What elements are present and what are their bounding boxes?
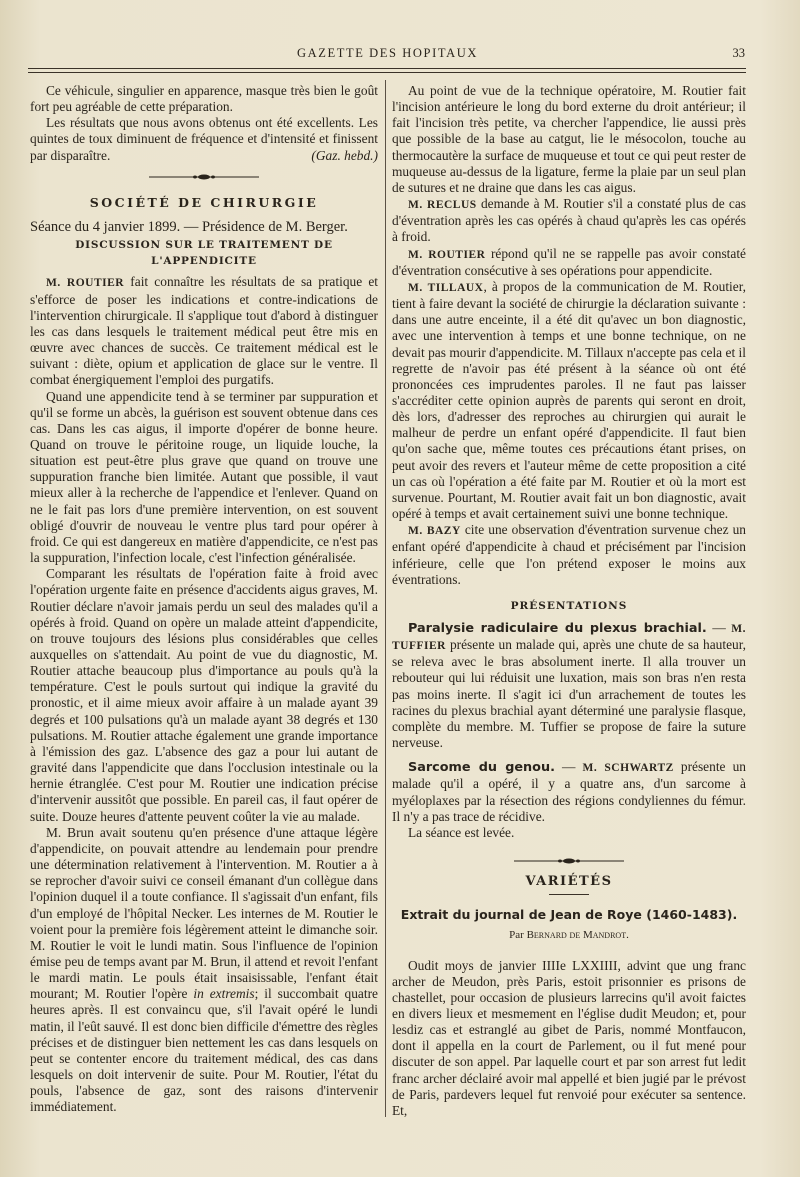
speaker-routier: M. ROUTIER xyxy=(408,248,486,261)
presentations-title: PRÉSENTATIONS xyxy=(510,599,628,612)
header-rule xyxy=(28,68,746,69)
byline xyxy=(392,927,746,943)
reclus-paragraph xyxy=(392,196,746,245)
left-column xyxy=(30,83,378,1119)
paragraph-text: , à propos de la communication de M. Routier, tient à faire devant la société de chirurgie la déclaration suivante : dans une autre enceinte, il a été dit qu'avec un bon diagnostic, avec une intervention à temps et une bonne technique, on ne devait pas mourir d'appendicite. M. Tillaux n'accepte pas cela et il regrette de n'avoir pas été présent à la séance où ont été prononcées ces imprudentes paroles. Il ne faut pas laisser s'accréditer cette opinion auprès de parents qui seront en droit, dès lors, d'adresser des reproches au chirurgien qui aurait le malheur de perdre un enfant opéré d'appendicite. Il faut bien qu'on sache que, même toutes ces précautions étant prises, on peut avoir des revers et l'auteur même de cette proposition a cité un cas où l'opération a été faite par M. Routier et où la mort est survenue. Pourtant, M. Routier avait fait un bon diagnostic, avait opéré à temps et avait certainement suivi une bonne technique. xyxy=(392,278,746,522)
running-head xyxy=(30,46,745,62)
section-title: SOCIÉTÉ DE CHIRURGIE xyxy=(89,194,319,210)
speaker-tillaux: M. TILLAUX xyxy=(408,281,484,294)
paragraph-text: M. Brun avait soutenu qu'en présence d'une attaque légère d'appendicite, on pouvait attendre au lendemain pour prendre une détermination relativement à l'intervention. M. Routier a à se reprocher d'avoir suivi ce conseil émanant d'un collègue dans l'opinion duquel il a toute confiance. Il s'agissait d'un enfant, fils d'un employé de l'hôpital Necker. Les internes de M. Routier le voient pour la première fois légèrement atteint le dimanche soir. M. Routier le voit le lundi matin. Sous l'influence de l'opinion émise peu de temps avant par M. Brun, il attend et revoit l'enfant le mardi matin. Le pouls était insaisissable, l'enfant était mourant; M. Routier l'opère xyxy=(30,824,378,1002)
speaker-bazy: M. BAZY xyxy=(408,525,461,538)
intro-paragraph-1: Ce véhicule, singulier en apparence, masque très bien le goût fort peu agréable de cette préparation. xyxy=(30,83,378,115)
suppuration-paragraph: Quand une appendicite tend à se terminer par suppuration et qu'il se forme un abcès, la guérison est souvent obtenue dans ces cas. Dans les cas aigus, il importe d'opérer de bonne heure. Quand on trouve le péritoine rouge, un liquide louche, la situation est peut-être plus grave que quand on trouve une suppuration franche bien limitée. Autant que possible, il vaut mieux aller à la recherche de l'appendice et l'enlever. Quand on ne le fait pas lors d'une première intervention, on est souvent obligé d'ouvrir de nouveau le ventre plus tard pour opérer à froid. Ce qui est dangereux en matière d'appendicite, ce n'est pas la suppuration, l'infection locale, c'est l'infection généralisée. xyxy=(30,388,378,566)
sitting-line: Séance du 4 janvier 1899. — Présidence de M. Berger. xyxy=(30,218,348,235)
paragraph-text: fait connaître les résultats de sa pratique et s'efforce de poser les indications et contre-indications de l'intervention chirurgicale. Il s'applique tout d'abord à distinguer les cas dans lesquels le traitement médical peut être mis en œuvre avec chances de succès. Ce traitement médical est le suivant : diète, opium et application de glace sur le ventre. Il combat énergiquement l'emploi des purgatifs. xyxy=(30,274,378,388)
extract-paragraph: Oudit moys de janvier IIIIe LXXIIII, advint que ung franc archer de Meudon, près Paris, estoit prisonnier es prisons de chastellet, pour occasion de plusieurs larrecins qu'il avoit faictes en divers lieux et mesmement en l'église dudit Meudon; et, pour lesdiz cas et estranglé au gibet de Paris, nommé Montfaucon, dont il appella en la court de Parlement, ou il fut mené pour discuter de son appel. Par laquelle court et par son arrest fut ledit franc archer déclairé avoir mal appellé et bien jugié par le prévost de Paris, pardevers lequel fut renvoié pour exécuter sa sentence. Et, xyxy=(392,957,746,1118)
speaker-reclus: M. RECLUS xyxy=(408,199,477,212)
closing-line: La séance est levée. xyxy=(408,824,515,840)
paragraph-text: cite une observation d'éventration survenue chez un enfant opéré d'appendicite à chaud et précisément par l'incision inférieure, celle que l'on prétend exposer le moins aux éventrations. xyxy=(392,522,746,587)
case-title: Sarcome du genou. xyxy=(408,760,555,776)
intro-source: (Gaz. hebd.) xyxy=(311,147,378,163)
discussion-title: DISCUSSION SUR LE TRAITEMENT DE L'APPENDICITE xyxy=(75,239,333,268)
brun-paragraph xyxy=(30,825,378,1116)
case-paralysie: Paralysie radiculaire du plexus brachial. — M. TUFFIER présente un malade qui, après une chute de sa hauteur, se releva avec le bras absolument inerte. Il alla trouver un rebouteur qui lui réduisit une luxation, mais son bras n'en resta pas moins inerte. Il s'agit ici d'un arrachement de toutes les racines du plexus brachial ayant déterminé une paralysie flasque, complète du membre. M. Tuffier se propose de faire la suture nerveuse. xyxy=(392,620,746,751)
journal-title: GAZETTE DES HOPITAUX xyxy=(297,46,478,60)
paragraph-text: répond qu'il ne se rappelle pas avoir constaté d'éventration consécutive à ses opérations pour appendicite. xyxy=(392,245,746,278)
speaker-routier: M. ROUTIER xyxy=(46,277,125,290)
paragraph-text: ; il succombait quatre heures après. Il est convaincu que, s'il l'avait opéré le lundi matin, il l'eût sauvé. Il est donc bien difficile d'émettre des règles précises et de distinguer bien nettement les cas dans lesquels on peut se contenter encore du traitement médical, des cas dans lesquels on doit intervenir de suite. Pour M. Routier, l'état du pouls, l'absence de gaz, sont des raisons d'intervenir immédiatement. xyxy=(30,986,378,1115)
intro-paragraph-2 xyxy=(30,115,378,163)
paragraph-text: présente un malade qu'il a opéré, il y a quatre ans, d'un sarcome à myéloplaxes par la résection des régions condyliennes du fémur. Il n'y a pas trace de récidive. xyxy=(392,759,746,824)
paragraph-text: demande à M. Routier s'il a constaté plus de cas d'éventration après les cas opérés à chaud qu'après les cas opérés à froid. xyxy=(392,196,746,245)
italic-phrase: in extremis xyxy=(193,986,255,1002)
varietes-title: VARIÉTÉS xyxy=(525,874,613,890)
intro-text: Les résultats que nous avons obtenus ont été excellents. Les quintes de toux diminuent de fréquence et d'intensité et finissent par disparaître. xyxy=(30,115,378,163)
speaker-schwartz: M. SCHWARTZ xyxy=(582,762,674,775)
page-number: 33 xyxy=(732,46,745,60)
byline-author: Bernard de Mandrot. xyxy=(526,929,629,942)
ornament-divider xyxy=(149,173,259,181)
bazy-paragraph xyxy=(392,522,746,588)
byline-prefix: Par xyxy=(509,929,524,942)
short-rule xyxy=(549,894,589,895)
routier-reply-paragraph xyxy=(392,246,746,279)
column-divider xyxy=(385,80,386,1117)
case-title: Paralysie radiculaire du plexus brachial. xyxy=(408,621,707,636)
extract-title: Extrait du journal de Jean de Roye (1460-1483). xyxy=(400,907,738,923)
ornament-divider xyxy=(514,857,624,865)
technique-paragraph: Au point de vue de la technique opératoire, M. Routier fait l'incision antérieure le long du bord externe du droit antérieur; il fait l'incision très petite, va chercher l'appendice, lie aussi près que possible de la base au catgut, lie le mésocolon, touche au thermocautère la surface de muqueuse et tout ce qui peut rester de muqueuse au-dessus de la ligature, ferme la plaie par un seul plan de sutures et ne draine que dans les cas aigus. xyxy=(392,83,746,195)
paragraph-text: présente un malade qui, après une chute de sa hauteur, se releva avec le bras absolument inerte. Il alla trouver un rebouteur qui lui réduisit une luxation, mais son bras n'en resta pas moins inerte. Il s'agit ici d'un arrachement de toutes les racines du plexus brachial ayant déterminé une paralysie flasque, complète du membre. M. Tuffier se propose de faire la suture nerveuse. xyxy=(392,637,746,751)
right-column xyxy=(392,83,746,1119)
comparison-paragraph: Comparant les résultats de l'opération faite à froid avec l'opération urgente faite en présence d'accidents aigus graves, M. Routier déclare n'avoir jamais perdu un seul des malades qu'il a opérés à froid. Quand on opère un malade atteint d'appendicite, on trouve toujours des lésions plus considérables que celles auxquelles on s'attendait. Au point de vue du diagnostic, M. Routier attache beaucoup plus d'importance au pouls qu'à la température. C'est le pouls surtout qui indique la gravité du pronostic, et il aime mieux avoir affaire à un malade ayant 39 degrés et 100 pulsations qu'à un malade ayant 38 degrés et 130 pulsations. M. Routier attache également une grande importance à l'émission des gaz. L'absence des gaz a pour lui autant de gravité dans l'appendicite que dans l'occlusion intestinale ou la hernie étranglée. C'est pour M. Routier une indication précise d'intervenir aussitôt que possible. En pareil cas, il faut opérer de suite. Douze heures d'attente peuvent coûter la vie au malade. xyxy=(30,566,378,824)
tillaux-paragraph xyxy=(392,279,746,522)
header-rule-double xyxy=(28,72,746,73)
routier-paragraph xyxy=(30,274,378,388)
case-sarcome: Sarcome du genou. — M. SCHWARTZ présente un malade qu'il a opéré, il y a quatre ans, d'un sarcome à myéloplaxes par la résection des régions condyliennes du fémur. Il n'y a pas trace de récidive. xyxy=(392,759,746,824)
speaker-tuffier: M. TUFFIER xyxy=(392,623,746,653)
